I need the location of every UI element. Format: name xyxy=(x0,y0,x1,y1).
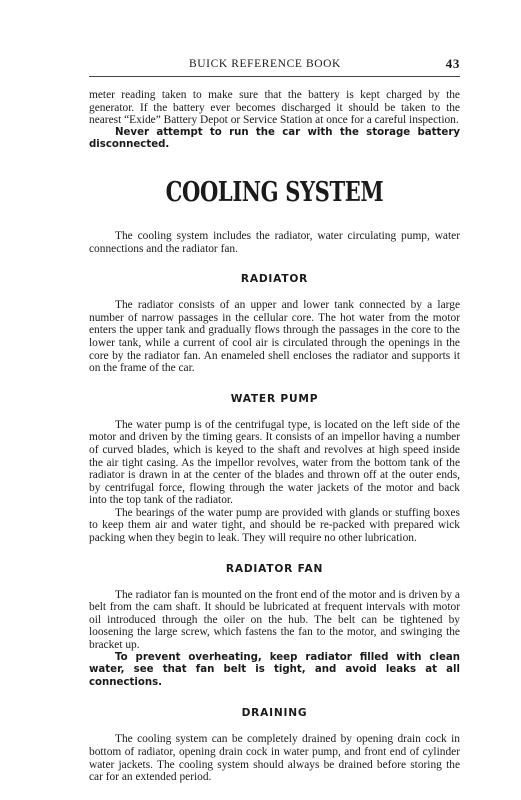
battery-warning: Never attempt to run the car with the storage battery disconnected. xyxy=(89,126,460,151)
section-heading-radiator-fan: RADIATOR FAN xyxy=(225,562,324,575)
page-number: 43 xyxy=(445,56,460,71)
continued-paragraph: meter reading taken to make sure that the battery is kept charged by the generator. If the battery ever becomes discharged it should be taken to the nearest “Exide” Battery Depot or Service Station at once for a careful inspection. xyxy=(89,89,460,127)
water-pump-paragraph-2: The bearings of the water pump are provided with glands or stuffing boxes to keep them air and water tight, and should be re-packed with prepared wick packing when they begin to leak. They will require no other lubrication. xyxy=(89,506,460,545)
section-heading-radiator: RADIATOR xyxy=(240,273,309,286)
section-heading-water-pump: WATER PUMP xyxy=(230,392,319,405)
section-heading-draining: DRAINING xyxy=(241,707,308,720)
radiator-fan-paragraph: The radiator fan is mounted on the front end of the motor and is driven by a belt from the cam shaft. It should be lubricated at frequent intervals with motor oil introduced through the oiler on the hub. The belt can be tightened by loosening the large screw, which fastens the fan to the motor, and swinging the bracket up. xyxy=(89,588,460,652)
overheating-warning: To prevent overheating, keep radiator filled with clean water, see that fan belt is tight, and avoid leaks at all connections. xyxy=(89,651,460,688)
draining-paragraph: The cooling system can be completely drained by opening drain cock in bottom of radiator, opening drain cock in water pump, and front end of cylinder water jackets. The cooling system should always be drained before storing the car for an extended period. xyxy=(89,733,460,784)
book-title: BUICK REFERENCE BOOK xyxy=(189,58,341,70)
chapter-title: COOLING SYSTEM xyxy=(165,176,384,208)
running-header xyxy=(89,54,460,77)
water-pump-paragraph-1: The water pump is of the centrifugal type, is located on the left side of the motor and driven by the timing gears. It consists of an impellor having a number of curved blades, which is keyed to the shaft and revolves at high speed inside the air tight casing. As the impellor revolves, water from the bottom tank of the radiator is drawn in at the center of the blades and thrown off at the outer ends, by centrifugal force, flowing through the water jackets of the motor and back into the top tank of the radiator. xyxy=(89,418,460,507)
radiator-paragraph: The radiator consists of an upper and lower tank connected by a large number of narrow passages in the cellular core. The hot water from the motor enters the upper tank and gradually flows through the passages in the core to the lower tank, while a current of cool air is circulated through the openings in the core by the radiator fan. An enameled shell encloses the radiator and supports it on the frame of the car. xyxy=(89,299,460,375)
chapter-intro: The cooling system includes the radiator, water circulating pump, water connections and the radiator fan. xyxy=(89,229,460,255)
